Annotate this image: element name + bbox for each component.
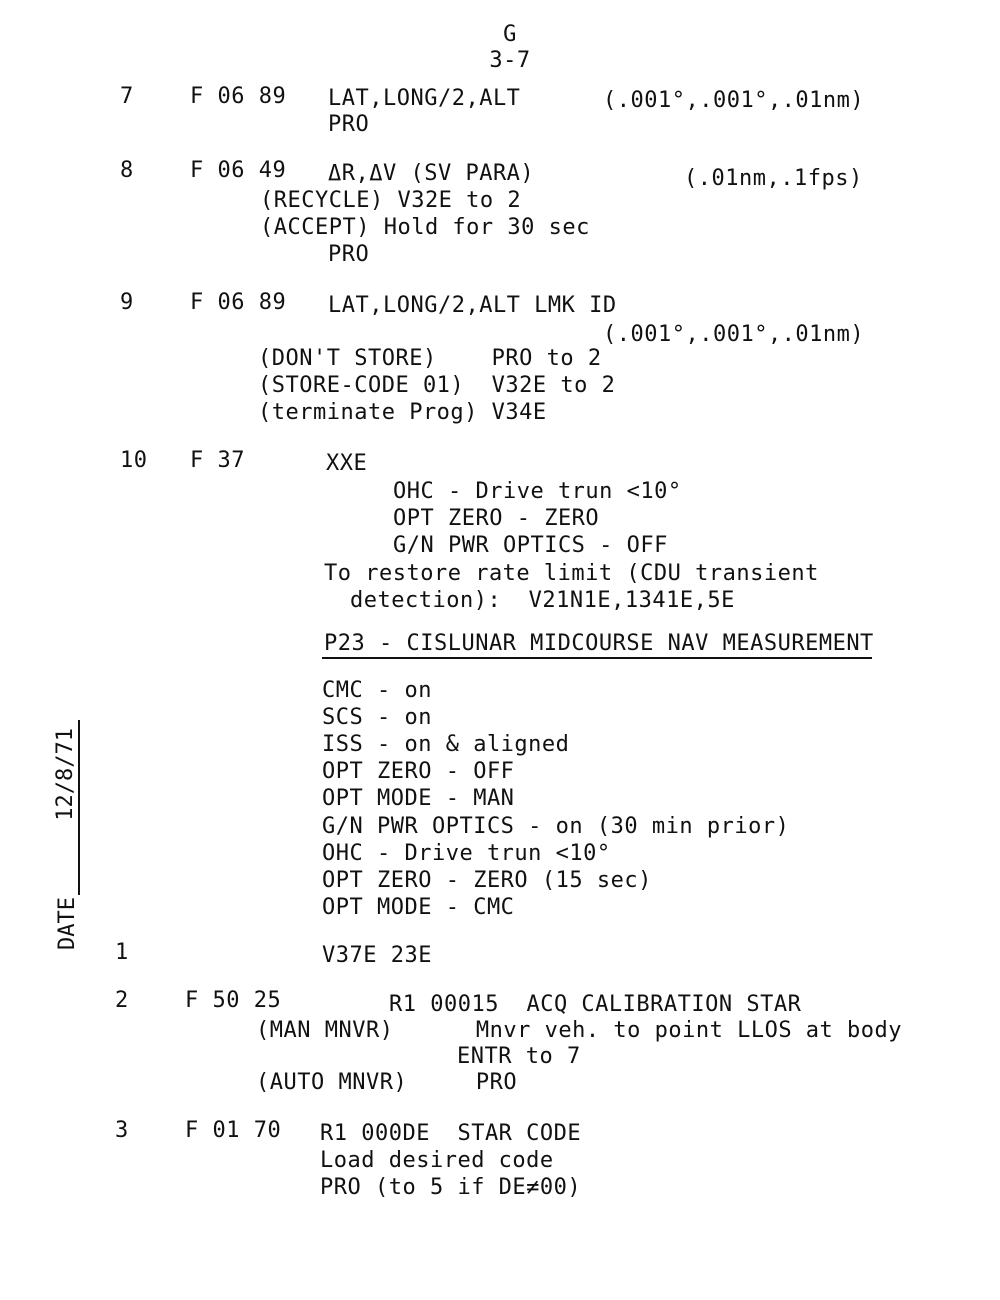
p23-step-2-number: 2 (115, 988, 129, 1013)
step-7-units: (.001°,.001°,.01nm) (603, 88, 865, 113)
prereq-item: ISS - on & aligned (322, 732, 570, 757)
prereq-item: G/N PWR OPTICS - on (30 min prior) (322, 814, 790, 839)
step-10-line3: OPT ZERO - ZERO (393, 506, 600, 531)
step-10-desc: XXE (326, 451, 368, 476)
step-9-line5: (terminate Prog) V34E (258, 400, 547, 425)
step-9-line4: (STORE-CODE 01) V32E to 2 (258, 373, 616, 398)
prereq-item: OHC - Drive trun <10° (322, 841, 611, 866)
p23-section-title: P23 - CISLUNAR MIDCOURSE NAV MEASUREMENT (324, 631, 874, 656)
step-9-desc: LAT,LONG/2,ALT LMK ID (328, 293, 617, 318)
p23-step-3-code: F 01 70 (185, 1118, 282, 1143)
date-label: DATE (55, 897, 80, 950)
step-10-line2: OHC - Drive trun <10° (393, 479, 682, 504)
p23-step-3-line3: PRO (to 5 if DE≠00) (320, 1175, 582, 1200)
p23-step-3-desc: R1 000DE STAR CODE (320, 1121, 582, 1146)
step-8-line2: (RECYCLE) V32E to 2 (260, 188, 522, 213)
step-7-number: 7 (120, 84, 134, 109)
prereq-item: SCS - on (322, 705, 432, 730)
step-7-code: F 06 89 (190, 84, 287, 109)
step-9-units: (.001°,.001°,.01nm) (603, 322, 865, 347)
date-value: 12/8/71 (53, 720, 80, 895)
step-8-line3: (ACCEPT) Hold for 30 sec (260, 215, 590, 240)
step-9-line3: (DON'T STORE) PRO to 2 (258, 346, 602, 371)
prereq-item: OPT ZERO - ZERO (15 sec) (322, 868, 652, 893)
p23-step-3-line2: Load desired code (320, 1148, 554, 1173)
prereq-item: CMC - on (322, 678, 432, 703)
step-8-number: 8 (120, 158, 134, 183)
date-field (40, 720, 80, 950)
p23-step-1-desc: V37E 23E (322, 943, 432, 968)
p23-title-underline (322, 657, 872, 659)
step-9-number: 9 (120, 290, 134, 315)
step-10-line6: detection): V21N1E,1341E,5E (350, 588, 735, 613)
prereq-item: OPT MODE - CMC (322, 895, 515, 920)
step-8-units: (.01nm,.1fps) (684, 166, 863, 191)
p23-step-1-number: 1 (115, 940, 129, 965)
prereq-item: OPT ZERO - OFF (322, 759, 515, 784)
page-number: 3-7 (489, 48, 531, 73)
step-10-number: 10 (120, 448, 148, 473)
step-8-code: F 06 49 (190, 158, 287, 183)
step-7-line2: PRO (328, 112, 370, 137)
p23-step-2-code: F 50 25 (185, 988, 282, 1013)
prereq-item: OPT MODE - MAN (322, 786, 515, 811)
p23-step-2-line3: ENTR to 7 (457, 1044, 581, 1069)
step-10-line5: To restore rate limit (CDU transient (324, 561, 819, 586)
step-10-code: F 37 (190, 448, 245, 473)
section-letter: G (503, 22, 517, 47)
step-8-desc: ΔR,ΔV (SV PARA) (328, 161, 535, 186)
step-8-line4: PRO (328, 242, 370, 267)
p23-step-2-desc: R1 00015 ACQ CALIBRATION STAR (389, 992, 802, 1017)
step-7-desc: LAT,LONG/2,ALT (328, 86, 521, 111)
p23-step-3-number: 3 (115, 1118, 129, 1143)
step-9-code: F 06 89 (190, 290, 287, 315)
p23-step-2-line4: (AUTO MNVR) PRO (256, 1070, 518, 1095)
p23-step-2-line2: (MAN MNVR) Mnvr veh. to point LLOS at body (256, 1018, 903, 1043)
step-10-line4: G/N PWR OPTICS - OFF (393, 533, 668, 558)
